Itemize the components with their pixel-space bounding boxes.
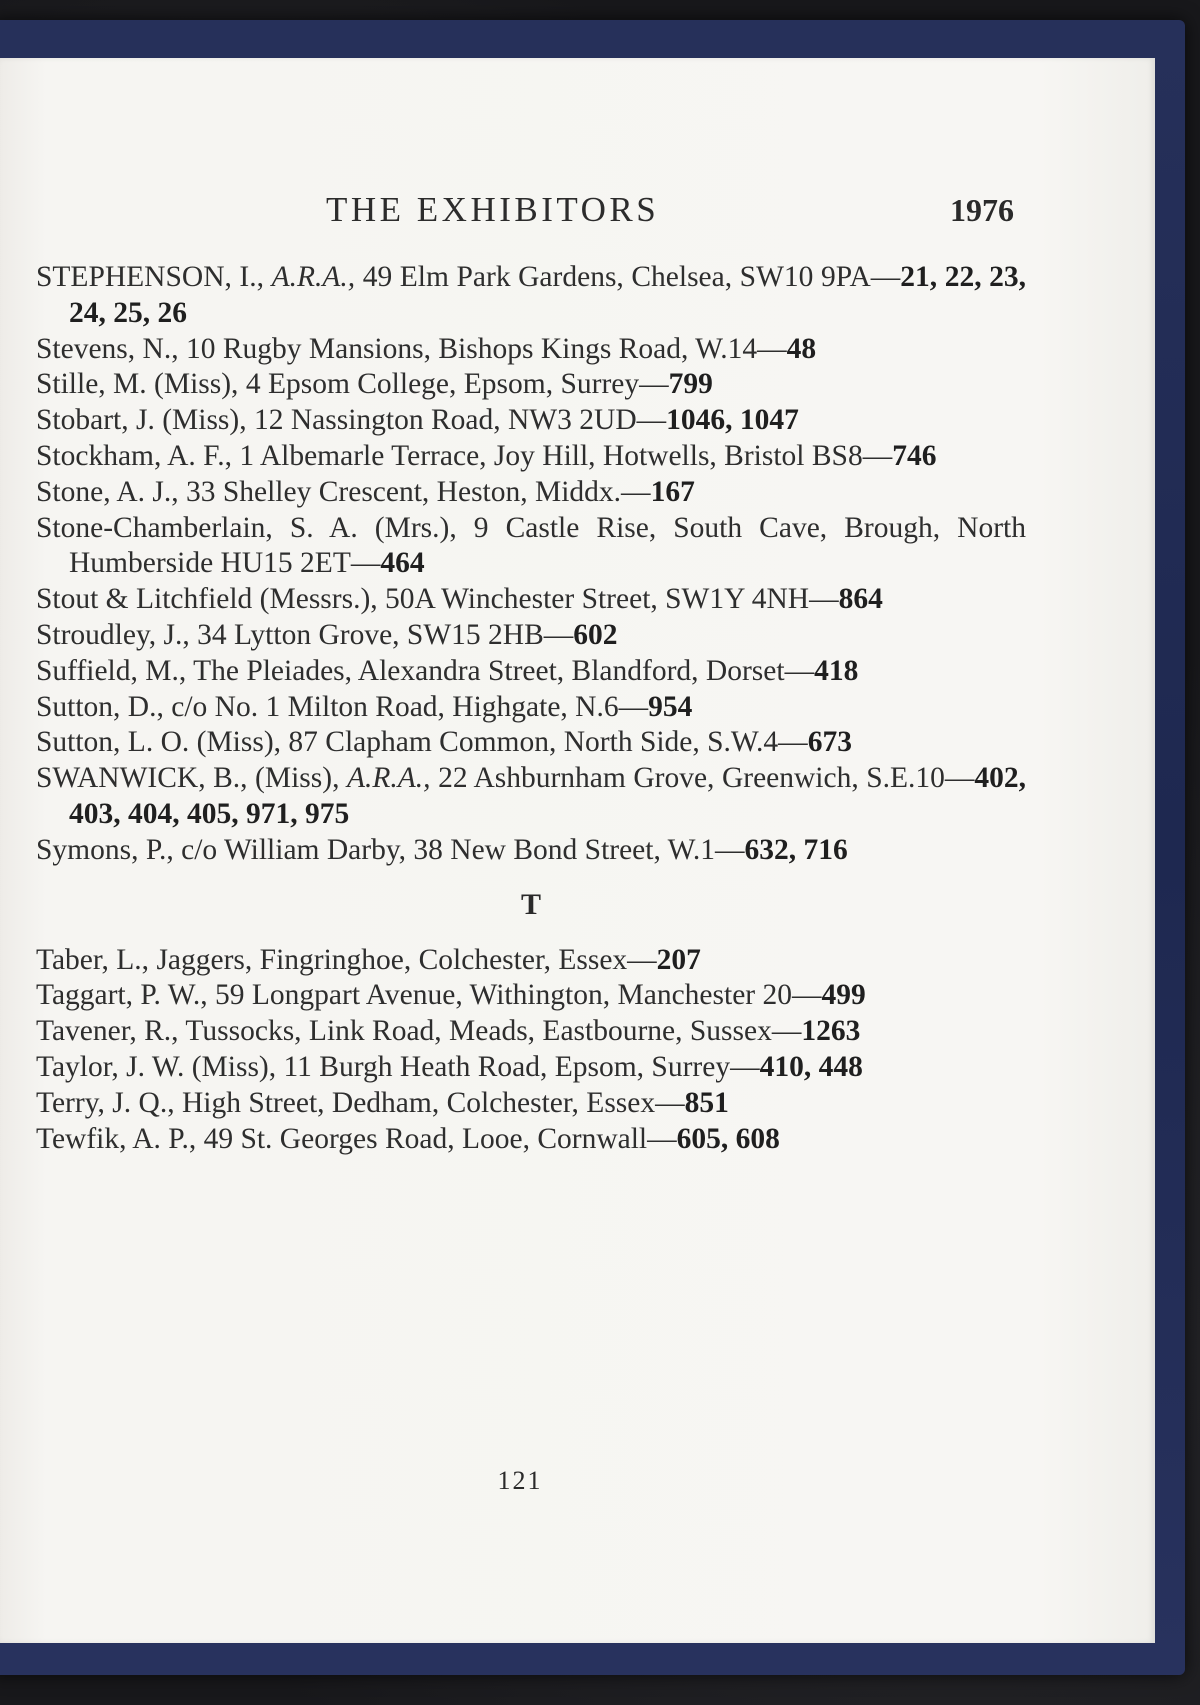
entries-t bbox=[36, 943, 1026, 1158]
exhibitor-entry bbox=[36, 332, 1026, 368]
exhibitor-name: STEPHENSON, I., bbox=[36, 261, 265, 293]
exhibitor-name: Stockham, A. F., bbox=[36, 439, 232, 472]
catalogue-numbers: 418 bbox=[814, 654, 859, 687]
catalogue-numbers: 410, 448 bbox=[759, 1050, 863, 1083]
exhibitor-name: Symons, P., bbox=[36, 833, 174, 866]
catalogue-numbers: 602 bbox=[573, 618, 618, 651]
exhibitor-address: Jaggers, Fingringhoe, Colchester, Essex— bbox=[156, 943, 657, 976]
catalogue-numbers: 851 bbox=[684, 1086, 729, 1119]
exhibitor-entry bbox=[36, 582, 1026, 618]
exhibitor-address: 1 Albemarle Terrace, Joy Hill, Hotwells, Bristol BS8— bbox=[239, 439, 893, 472]
catalogue-numbers: 464 bbox=[380, 547, 425, 580]
exhibitor-address: 59 Longpart Avenue, Withington, Manchester 20— bbox=[215, 979, 822, 1012]
catalogue-numbers: 673 bbox=[807, 726, 852, 759]
exhibitor-address: 34 Lytton Grove, SW15 2HB— bbox=[197, 618, 574, 651]
exhibitor-address: 4 Epsom College, Epsom, Surrey— bbox=[245, 368, 669, 401]
exhibitor-list bbox=[36, 260, 1026, 1157]
catalogue-numbers: 402, 403, 404, 405, 971, 975 bbox=[69, 762, 1027, 830]
exhibitor-entry bbox=[36, 260, 1026, 332]
catalogue-numbers: 207 bbox=[656, 943, 701, 976]
exhibitor-name: Stobart, J. (Miss), bbox=[36, 404, 247, 437]
exhibitor-name: Stevens, N., bbox=[36, 332, 179, 365]
section-letter: T bbox=[520, 887, 541, 921]
catalogue-numbers: 864 bbox=[838, 583, 883, 616]
exhibitor-address: c/o No. 1 Milton Road, Highgate, N.6— bbox=[171, 690, 649, 723]
exhibitor-entry bbox=[36, 1086, 1026, 1122]
exhibitor-entry bbox=[36, 761, 1026, 833]
exhibitor-entry bbox=[36, 978, 1026, 1014]
exhibitor-entry bbox=[36, 1014, 1026, 1050]
page-number: 121 bbox=[497, 1466, 543, 1495]
exhibitor-entry bbox=[36, 439, 1026, 475]
exhibitor-qualification: A.R.A., bbox=[271, 261, 356, 293]
year-label: 1976 bbox=[950, 192, 1014, 228]
catalogue-numbers: 1046, 1047 bbox=[666, 404, 799, 437]
exhibitor-entry bbox=[36, 943, 1026, 979]
exhibitor-entry bbox=[36, 618, 1026, 654]
exhibitor-name: Terry, J. Q., bbox=[36, 1086, 175, 1119]
exhibitor-address: 50A Winchester Street, SW1Y 4NH— bbox=[385, 583, 839, 616]
exhibitor-address: 87 Clapham Common, North Side, S.W.4— bbox=[288, 726, 808, 759]
exhibitor-address: 11 Burgh Heath Road, Epsom, Surrey— bbox=[283, 1050, 760, 1083]
exhibitor-entry bbox=[36, 367, 1026, 403]
catalogue-numbers: 954 bbox=[648, 690, 693, 723]
exhibitor-name: Stille, M. (Miss), bbox=[36, 368, 239, 401]
entries-s bbox=[36, 260, 1026, 869]
exhibitor-address: 33 Shelley Crescent, Heston, Middx.— bbox=[185, 475, 651, 508]
exhibitor-address: 12 Nassington Road, NW3 2UD— bbox=[253, 404, 667, 437]
exhibitor-entry bbox=[36, 654, 1026, 690]
exhibitor-address: Tussocks, Link Road, Meads, Eastbourne, Sussex— bbox=[185, 1015, 802, 1048]
catalogue-numbers: 746 bbox=[892, 439, 937, 472]
exhibitor-address: High Street, Dedham, Colchester, Essex— bbox=[181, 1086, 685, 1119]
exhibitor-name: Stone-Chamberlain, S. A. (Mrs.), bbox=[36, 511, 457, 544]
exhibitor-name: Tewfik, A. P., bbox=[36, 1122, 197, 1155]
exhibitor-address: 49 St. Georges Road, Looe, Cornwall— bbox=[203, 1122, 677, 1155]
exhibitor-name: Stout & Litchfield (Messrs.), bbox=[36, 583, 378, 616]
exhibitor-entry bbox=[36, 1122, 1026, 1158]
catalogue-numbers: 167 bbox=[650, 475, 695, 508]
catalogue-numbers: 1263 bbox=[801, 1015, 861, 1048]
page-header bbox=[0, 190, 1155, 234]
exhibitor-name: Sutton, D., bbox=[36, 690, 164, 723]
exhibitor-entry bbox=[36, 403, 1026, 439]
catalogue-numbers: 48 bbox=[786, 332, 817, 365]
exhibitor-address: 10 Rugby Mansions, Bishops Kings Road, W.14— bbox=[185, 332, 787, 365]
catalogue-numbers: 605, 608 bbox=[676, 1122, 780, 1155]
exhibitor-name: SWANWICK, B., (Miss), bbox=[36, 762, 340, 795]
exhibitor-address: c/o William Darby, 38 New Bond Street, W.1— bbox=[181, 833, 745, 866]
exhibitor-name: Stone, A. J., bbox=[36, 475, 179, 508]
catalogue-numbers: 632, 716 bbox=[744, 833, 848, 866]
exhibitor-entry bbox=[36, 475, 1026, 511]
exhibitor-address: 22 Ashburnham Grove, Greenwich, S.E.10— bbox=[438, 762, 975, 795]
running-head: THE EXHIBITORS bbox=[326, 190, 660, 229]
exhibitor-entry bbox=[36, 1050, 1026, 1086]
exhibitor-entry bbox=[36, 511, 1026, 583]
exhibitor-qualification: A.R.A., bbox=[346, 762, 431, 795]
exhibitor-name: Taggart, P. W., bbox=[36, 979, 208, 1012]
exhibitor-name: Suffield, M., bbox=[36, 654, 187, 687]
exhibitor-address: 9 Castle Rise, South Cave, Brough, North Humberside HU15 2ET— bbox=[69, 511, 1026, 580]
exhibitor-entry bbox=[36, 725, 1026, 761]
catalogue-numbers: 21, 22, 23, 24, 25, 26 bbox=[69, 261, 1026, 329]
exhibitor-name: Tavener, R., bbox=[36, 1015, 179, 1048]
exhibitor-address: The Pleiades, Alexandra Street, Blandford, Dorset— bbox=[193, 654, 815, 687]
exhibitor-name: Taber, L., bbox=[36, 943, 150, 976]
catalogue-numbers: 799 bbox=[668, 368, 713, 401]
exhibitor-entry bbox=[36, 690, 1026, 726]
exhibitor-entry bbox=[36, 833, 1026, 869]
exhibitor-name: Stroudley, J., bbox=[36, 618, 190, 651]
exhibitor-name: Taylor, J. W. (Miss), bbox=[36, 1050, 277, 1083]
exhibitor-address: 49 Elm Park Gardens, Chelsea, SW10 9PA— bbox=[362, 261, 901, 293]
catalogue-numbers: 499 bbox=[821, 979, 866, 1012]
exhibitor-name: Sutton, L. O. (Miss), bbox=[36, 726, 282, 759]
